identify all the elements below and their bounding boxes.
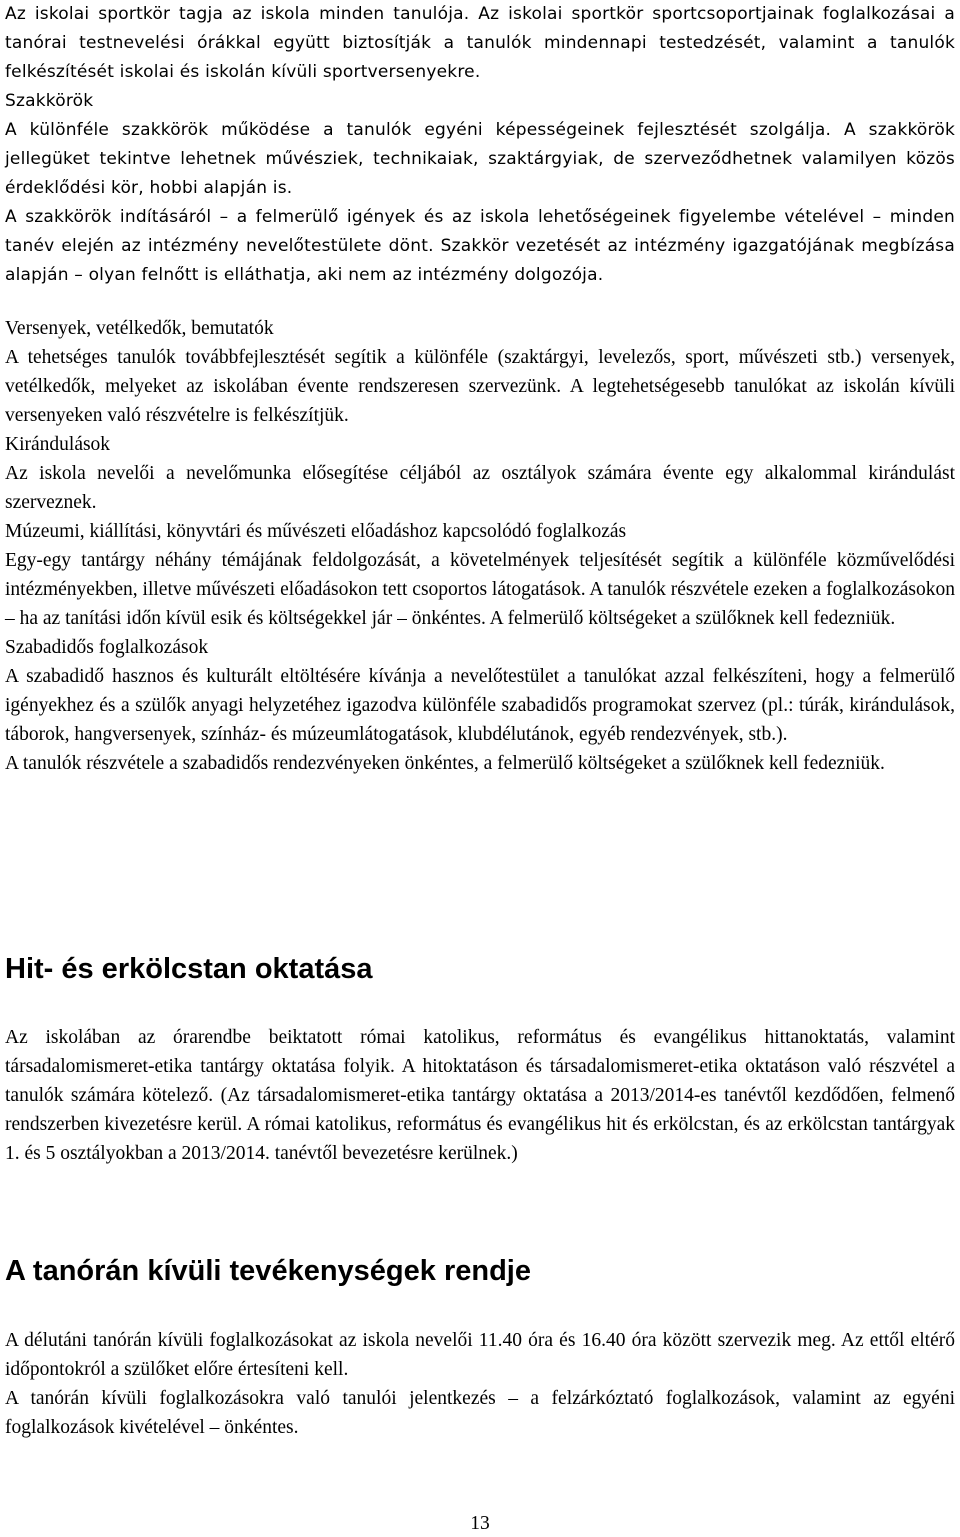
- heading-tanoran-kivuli: A tanórán kívüli tevékenységek rendje: [5, 1255, 531, 1287]
- page-number: 13: [470, 1513, 490, 1534]
- paragraph-versenyek: A tehetséges tanulók továbbfejlesztését segítik a különféle (szaktárgyi, levelezős, sport, művészeti stb.) versenyek, vetélkedők, melyeket az iskolában évente rendszeresen szervezünk. A legtehetségesebb tanulókat az iskolán kívüli versenyeken való részvételre is felkészítjük.: [5, 347, 955, 426]
- paragraph-kirandulasok: Az iskola nevelői a nevelőmunka elősegítése céljából az osztályok számára évente egy alkalommal kirándulást szerveznek.: [5, 463, 955, 513]
- paragraph-sportkor: Az iskolai sportkör tagja az iskola minden tanulója. Az iskolai sportkör sportcsoportjainak foglalkozásai a tanórai testnevelési órákkal együtt biztosítják a tanulók mindennapi testedzését, valamint a tanulók felkészítését iskolai és iskolán kívüli sportversenyekre.: [5, 4, 955, 82]
- section-hit: [5, 1023, 955, 1168]
- section-tanoran: [5, 1326, 955, 1442]
- subheading-szabadidos: Szabadidős foglalkozások: [5, 637, 209, 658]
- paragraph-tanoran-2: A tanórán kívüli foglalkozásokra való tanulói jelentkezés – a felzárkóztató foglalkozások, valamint az egyéni foglalkozások kivételével – önkéntes.: [5, 1388, 955, 1438]
- subheading-kirandulasok: Kirándulások: [5, 434, 111, 455]
- subheading-muzeumi: Múzeumi, kiállítási, könyvtári és művészeti előadáshoz kapcsolódó foglalkozás: [5, 521, 627, 542]
- section-versenyek: [5, 314, 955, 778]
- subheading-versenyek: Versenyek, vetélkedők, bemutatók: [5, 318, 274, 339]
- paragraph-szakkorok-2: A szakkörök indításáról – a felmerülő igények és az iskola lehetőségeinek figyelembe vételével – minden tanév elején az intézmény nevelőtestülete dönt. Szakkör vezetését az intézmény igazgatójának megbízása alapján – olyan felnőtt is elláthatja, aki nem az intézmény dolgozója.: [5, 207, 955, 285]
- paragraph-szabadidos-1: A szabadidő hasznos és kulturált eltöltésére kívánja a nevelőtestület a tanulókat azzal felkészíteni, hogy a felmerülő igényekhez és a szülők anyagi helyzetéhez igazodva különféle szabadidős programokat szervez (pl.: túrák, kirándulások, táborok, hangversenyek, színház- és múzeumlátogatások, klubdélutánok, egyéb rendezvények, stb.).: [5, 666, 955, 745]
- paragraph-szabadidos-2: A tanulók részvétele a szabadidős rendezvényeken önkéntes, a felmerülő költségeket a szülőknek kell fedezniük.: [5, 753, 885, 774]
- subheading-szakkorok: Szakkörök: [5, 91, 94, 111]
- paragraph-szakkorok-1: A különféle szakkörök működése a tanulók egyéni képességeinek fejlesztését szolgálja. A szakkörök jellegüket tekintve lehetnek művésziek, technikaiak, szaktárgyiak, de szerveződhetnek valamilyen közös érdeklődési kör, hobbi alapján is.: [5, 120, 955, 198]
- heading-hit-es-erkolcstan: Hit- és erkölcstan oktatása: [5, 953, 373, 985]
- paragraph-hit: Az iskolában az órarendbe beiktatott római katolikus, református és evangélikus hittanoktatás, valamint társadalomismeret-etika tantárgy oktatása folyik. A hitoktatáson és társadalomismeret-etika oktatáson való részvétel a tanulók számára kötelező. (Az társadalomismeret-etika tantárgy oktatása a 2013/2014-es tanévtől kezdődően, felmenő rendszerben kivezetésre kerül. A római katolikus, református és evangélikus hit és erkölcstan, és az erkölcstan tantárgyak 1. és 5 osztályokban a 2013/2014. tanévtől bevezetésre kerülnek.): [5, 1027, 955, 1164]
- paragraph-tanoran-1: A délutáni tanórán kívüli foglalkozásokat az iskola nevelői 11.40 óra és 16.40 óra között szervezik meg. Az ettől eltérő időpontokról a szülőket előre értesíteni kell.: [5, 1330, 955, 1380]
- section-sportkor: [5, 0, 955, 290]
- paragraph-muzeumi: Egy-egy tantárgy néhány témájának feldolgozását, a követelmények teljesítését segítik a különféle közművelődési intézményekben, illetve művészeti előadásokon tett csoportos látogatások. A tanulók részvétele ezeken a foglalkozásokon – ha az tanítási időn kívül esik és költségekkel jár – önkéntes. A felmerülő költségeket a szülőknek kell fedezniük.: [5, 550, 955, 629]
